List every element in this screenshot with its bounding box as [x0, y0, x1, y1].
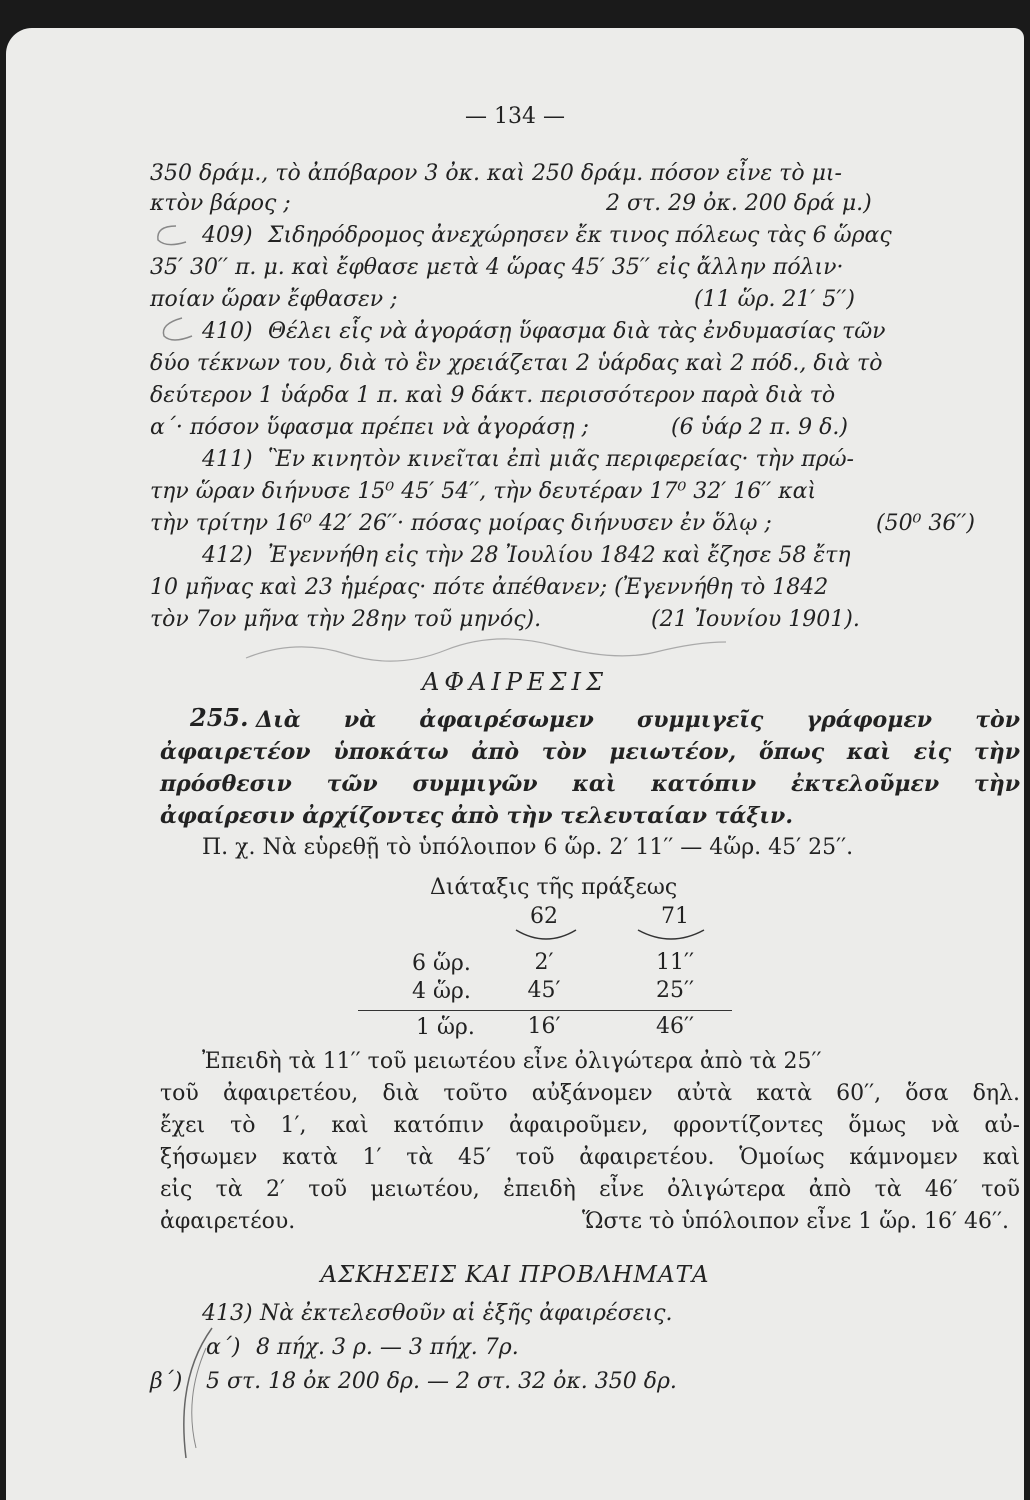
rule-line-2: ἀφαιρετέον ὑποκάτω ἀπὸ τὸν μειωτέον, ὅπως καὶ εἰς τὴν — [160, 739, 1020, 765]
p410-line-2: δύο τέκνων του, διὰ τὸ ἓν χρειάζεται 2 ὑάρδας καὶ 2 πόδ., διὰ τὸ — [150, 351, 883, 376]
margin-pencil-bracket — [156, 1318, 226, 1468]
exercise-a-text: 8 πήχ. 3 ρ. — 3 πήχ. 7ρ. — [256, 1335, 519, 1360]
p412-line-3: τὸν 7ον μῆνα τὴν 28ην τοῦ μηνός). — [150, 607, 542, 632]
minuend-minutes: 2′ — [534, 950, 554, 975]
p412-number: 412) — [202, 543, 253, 568]
result-hours: 1 ὥρ. — [416, 1015, 475, 1040]
exercise-b-label: β΄) — [150, 1369, 183, 1394]
p412-answer: (21 Ἰουνίου 1901). — [651, 607, 860, 632]
p410-line-3: δεύτερον 1 ὑάρδα 1 π. καὶ 9 δάκτ. περισσότερον παρὰ διὰ τὸ — [150, 383, 836, 408]
p411-number: 411) — [202, 447, 253, 472]
result-seconds: 46′′ — [656, 1014, 694, 1039]
p412-line-1: Ἐγεννήθη εἰς τὴν 28 Ἰουλίου 1842 καὶ ἔζησε 58 ἔτη — [268, 543, 851, 568]
pencil-scribble — [236, 628, 736, 668]
p409-answer: (11 ὥρ. 21′ 5′′) — [694, 287, 855, 312]
margin-pencil-marks — [136, 196, 196, 356]
p409-line-3: ποίαν ὥραν ἔφθασεν ; — [150, 287, 398, 312]
p408-answer: 2 στ. 29 ὀκ. 200 δρά μ.) — [606, 191, 872, 216]
section-title: ΑΦΑΙΡΕΣΙΣ — [422, 668, 608, 696]
p413-text: Νὰ ἐκτελεσθοῦν αἱ ἑξῆς ἀφαιρέσεις. — [260, 1301, 673, 1326]
p411-line-3: τὴν τρίτην 16⁰ 42′ 26′′· πόσας μοίρας διήνυσεν ἐν ὅλῳ ; — [150, 511, 772, 536]
subtrahend-minutes: 45′ — [527, 978, 561, 1003]
p413-number: 413) — [202, 1301, 253, 1326]
explanation-line-2: τοῦ ἀφαιρετέου, διὰ τοῦτο αὐξάνομεν αὐτὰ κατὰ 60′′, ὅσα δηλ. — [160, 1081, 1020, 1106]
minuend-seconds: 11′′ — [656, 950, 694, 975]
p410-line-4: α΄· πόσον ὕφασμα πρέπει νὰ ἀγοράσῃ ; — [150, 415, 589, 440]
rule-line-3: πρόσθεσιν τῶν συμμιγῶν καὶ κατόπιν ἐκτελοῦμεν τὴν — [160, 771, 1020, 797]
p412-line-2: 10 μῆνας καὶ 23 ἡμέρας· πότε ἀπέθανεν; (Ἐγεννήθη τὸ 1842 — [150, 575, 829, 600]
layout-title: Διάταξις τῆς πράξεως — [430, 875, 678, 900]
p409-number: 409) — [202, 223, 253, 248]
p410-line-1: Θέλει εἷς νὰ ἀγοράσῃ ὕφασμα διὰ τὰς ἐνδυμασίας τῶν — [268, 319, 886, 344]
result-minutes: 16′ — [527, 1014, 561, 1039]
explanation-result: Ὥστε τὸ ὑπόλοιπον εἶνε 1 ὥρ. 16′ 46′′. — [582, 1209, 1010, 1234]
p411-line-1: Ἓν κινητὸν κινεῖται ἐπὶ μιᾶς περιφερείας· τὴν πρώ- — [268, 447, 854, 472]
subtrahend-hours: 4 ὥρ. — [412, 979, 471, 1004]
explanation-line-1: Ἐπειδὴ τὰ 11′′ τοῦ μειωτέου εἶνε ὀλιγώτερα ἀπὸ τὰ 25′′ — [202, 1049, 822, 1074]
p409-line-2: 35′ 30′′ π. μ. καὶ ἔφθασε μετὰ 4 ὥρας 45′ 35′′ εἰς ἄλλην πόλιν· — [150, 255, 844, 280]
explanation-last: ἀφαιρετέου. — [160, 1209, 296, 1234]
p408-line-1: 350 δράμ., τὸ ἀπόβαρον 3 ὀκ. καὶ 250 δράμ. πόσον εἶνε τὸ μι- — [150, 161, 842, 186]
explanation-line-5: εἰς τὰ 2′ τοῦ μειωτέου, ἐπειδὴ εἶνε ὀλιγώτερα ἀπὸ τὰ 46′ τοῦ — [160, 1177, 1020, 1202]
book-page — [6, 28, 1024, 1500]
exercises-title: ΑΣΚΗΣΕΙΣ ΚΑΙ ΠΡΟΒΛΗΜΑΤΑ — [320, 1262, 710, 1288]
p411-line-2: την ὥραν διήνυσε 15⁰ 45′ 54′′, τὴν δευτέραν 17⁰ 32′ 16′′ καὶ — [150, 479, 817, 504]
subtrahend-seconds: 25′′ — [656, 978, 694, 1003]
p411-answer: (50⁰ 36′′) — [876, 511, 975, 536]
borrow-seconds: 71 — [661, 904, 689, 929]
exercise-b-text: 5 στ. 18 ὀκ 200 δρ. — 2 στ. 32 ὀκ. 350 δρ. — [206, 1369, 677, 1394]
minuend-hours: 6 ὥρ. — [412, 951, 471, 976]
example-intro: Π. χ. Νὰ εὑρεθῇ τὸ ὑπόλοιπον 6 ὥρ. 2′ 11′′ — 4ὥρ. 45′ 25′′. — [202, 835, 854, 860]
explanation-line-3: ἔχει τὸ 1′, καὶ κατόπιν ἀφαιροῦμεν, φροντίζοντες ὅμως νὰ αὐ- — [160, 1113, 1020, 1138]
rule-line-4: ἀφαίρεσιν ἀρχίζοντες ἀπὸ τὴν τελευταίαν τάξιν. — [160, 803, 793, 829]
brace-marks — [506, 926, 726, 950]
p408-line-2: κτὸν βάρος ; — [150, 191, 291, 216]
p410-number: 410) — [202, 319, 253, 344]
p409-line-1: Σιδηρόδρομος ἀνεχώρησεν ἔκ τινος πόλεως τὰς 6 ὥρας — [268, 223, 892, 248]
rule-number: 255. — [190, 703, 249, 732]
borrow-minutes: 62 — [530, 904, 558, 929]
p410-answer: (6 ὑάρ 2 π. 9 δ.) — [671, 415, 848, 440]
subtraction-line — [358, 1010, 732, 1011]
rule-line-1: Διὰ νὰ ἀφαιρέσωμεν συμμιγεῖς γράφομεν τὸν — [256, 707, 1020, 733]
explanation-line-4: ξήσωμεν κατὰ 1′ τὰ 45′ τοῦ ἀφαιρετέου. Ὁμοίως κάμνομεν καὶ — [160, 1145, 1020, 1170]
exercise-a-label: α΄) — [206, 1335, 241, 1360]
page-number: — 134 — — [465, 104, 565, 129]
